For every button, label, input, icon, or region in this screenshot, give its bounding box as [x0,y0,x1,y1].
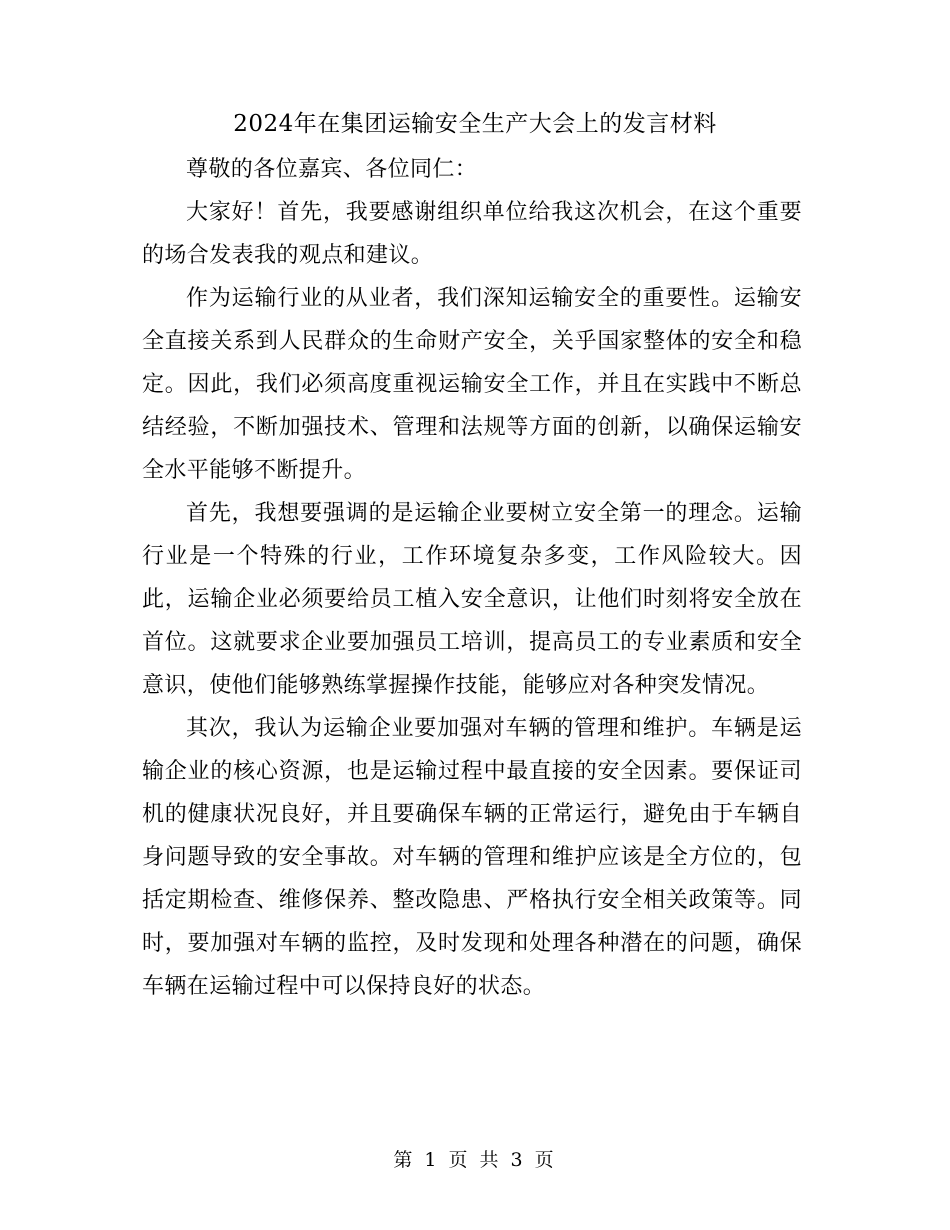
paragraph-safety-first: 首先，我想要强调的是运输企业要树立安全第一的理念。运输行业是一个特殊的行业，工作环境复杂多变，工作风险较大。因此，运输企业必须要给员工植入安全意识，让他们时刻将安全放在首位。这就要求企业要加强员工培训，提高员工的专业素质和安全意识，使他们能够熟练掌握操作技能，能够应对各种突发情况。 [142,501,802,698]
page-number: 第 1 页 共 3 页 [393,1149,557,1171]
document-title: 2024年在集团运输安全生产大会上的发言材料 [233,111,717,137]
paragraph-vehicle-management: 其次，我认为运输企业要加强对车辆的管理和维护。车辆是运输企业的核心资源，也是运输过程中最直接的安全因素。要保证司机的健康状况良好，并且要确保车辆的正常运行，避免由于车辆自身问题导致的安全事故。对车辆的管理和维护应该是全方位的，包括定期检查、维修保养、整改隐患、严格执行安全相关政策等。同时，要加强对车辆的监控，及时发现和处理各种潜在的问题，确保车辆在运输过程中可以保持良好的状态。 [142,716,802,999]
paragraph-greeting: 大家好！首先，我要感谢组织单位给我这次机会，在这个重要的场合发表我的观点和建议。 [142,200,802,268]
salutation: 尊敬的各位嘉宾、各位同仁： [186,157,478,182]
paragraph-importance: 作为运输行业的从业者，我们深知运输安全的重要性。运输安全直接关系到人民群众的生命财产安全，关乎国家整体的安全和稳定。因此，我们必须高度重视运输安全工作，并且在实践中不断总结经验，不断加强技术、管理和法规等方面的创新，以确保运输安全水平能够不断提升。 [142,286,802,483]
document-body [142,148,802,1008]
